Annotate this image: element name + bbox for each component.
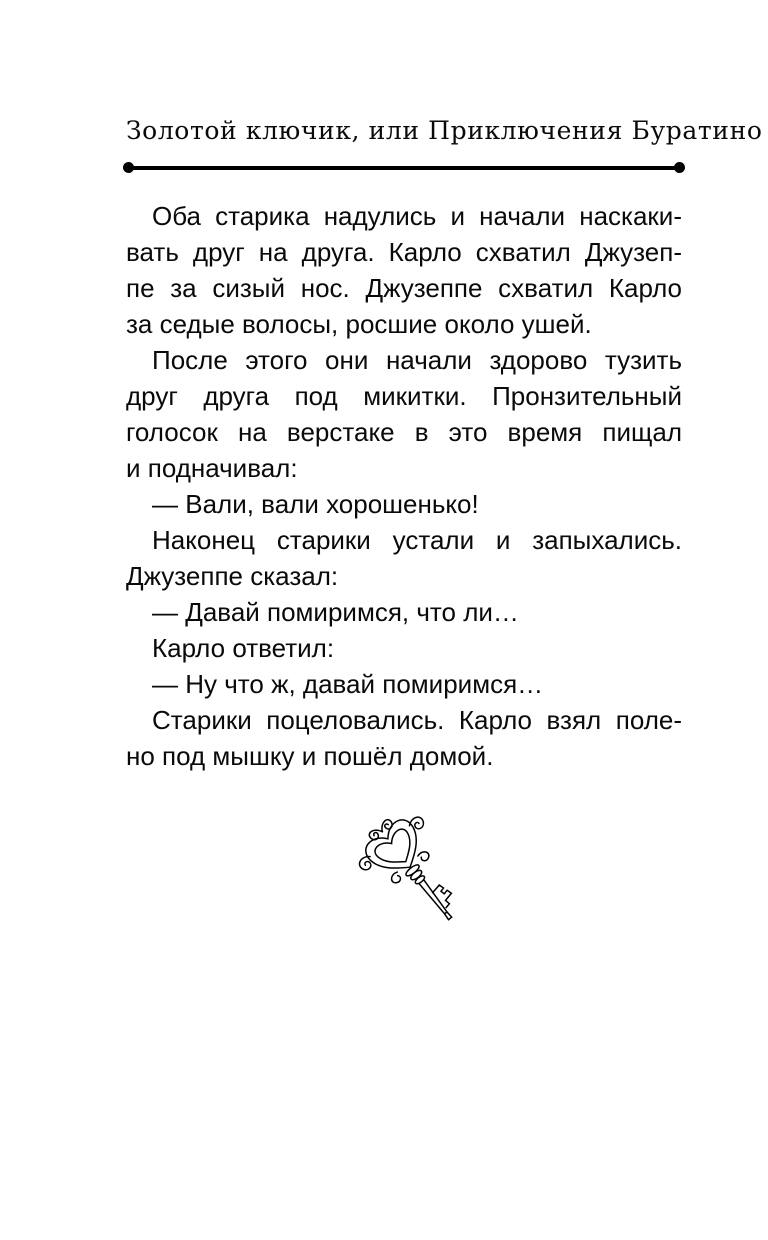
- text-line: Карло ответил:: [152, 633, 335, 663]
- text-line: Наконец старики устали и запыхались.: [152, 525, 682, 555]
- text-line: После этого они начали здорово тузить: [152, 345, 682, 375]
- paragraph-3: [126, 486, 682, 522]
- header-rule: [123, 162, 685, 173]
- text-line: — Вали, вали хорошенько!: [152, 489, 479, 519]
- text-line: но под мышку и пошёл домой.: [126, 741, 494, 771]
- text-line: друг друга под микитки. Пронзительный: [126, 381, 682, 411]
- text-line: пе за сизый нос. Джузеппе схватил Карло: [126, 273, 682, 303]
- paragraph-2: [126, 342, 682, 486]
- running-title: Золотой ключик, или Приключения Буратино: [126, 116, 763, 145]
- paragraph-1: [126, 198, 682, 342]
- text-line: вать друг на друга. Карло схватил Джузеп-: [126, 237, 682, 267]
- body-text: [126, 198, 682, 774]
- text-line: Джузеппе сказал:: [126, 561, 339, 591]
- rule-right-dot: [674, 162, 685, 173]
- paragraph-4: [126, 522, 682, 594]
- text-line: Оба старика надулись и начали наскаки-: [152, 201, 682, 231]
- text-line: — Давай помиримся, что ли…: [152, 597, 519, 627]
- text-line: за седые волосы, росшие около ушей.: [126, 309, 592, 339]
- paragraph-8: [126, 702, 682, 774]
- text-line: голосок на верстаке в это время пищал: [126, 417, 682, 447]
- rule-bar: [132, 166, 676, 170]
- golden-key-ornament: [344, 813, 474, 943]
- text-line: — Ну что ж, давай помиримся…: [152, 669, 544, 699]
- paragraph-5: [126, 594, 682, 630]
- text-line: и подначивал:: [126, 453, 298, 483]
- paragraph-6: [126, 630, 682, 666]
- text-line: Старики поцеловались. Карло взял поле-: [152, 705, 682, 735]
- paragraph-7: [126, 666, 682, 702]
- key-icon: [344, 813, 474, 943]
